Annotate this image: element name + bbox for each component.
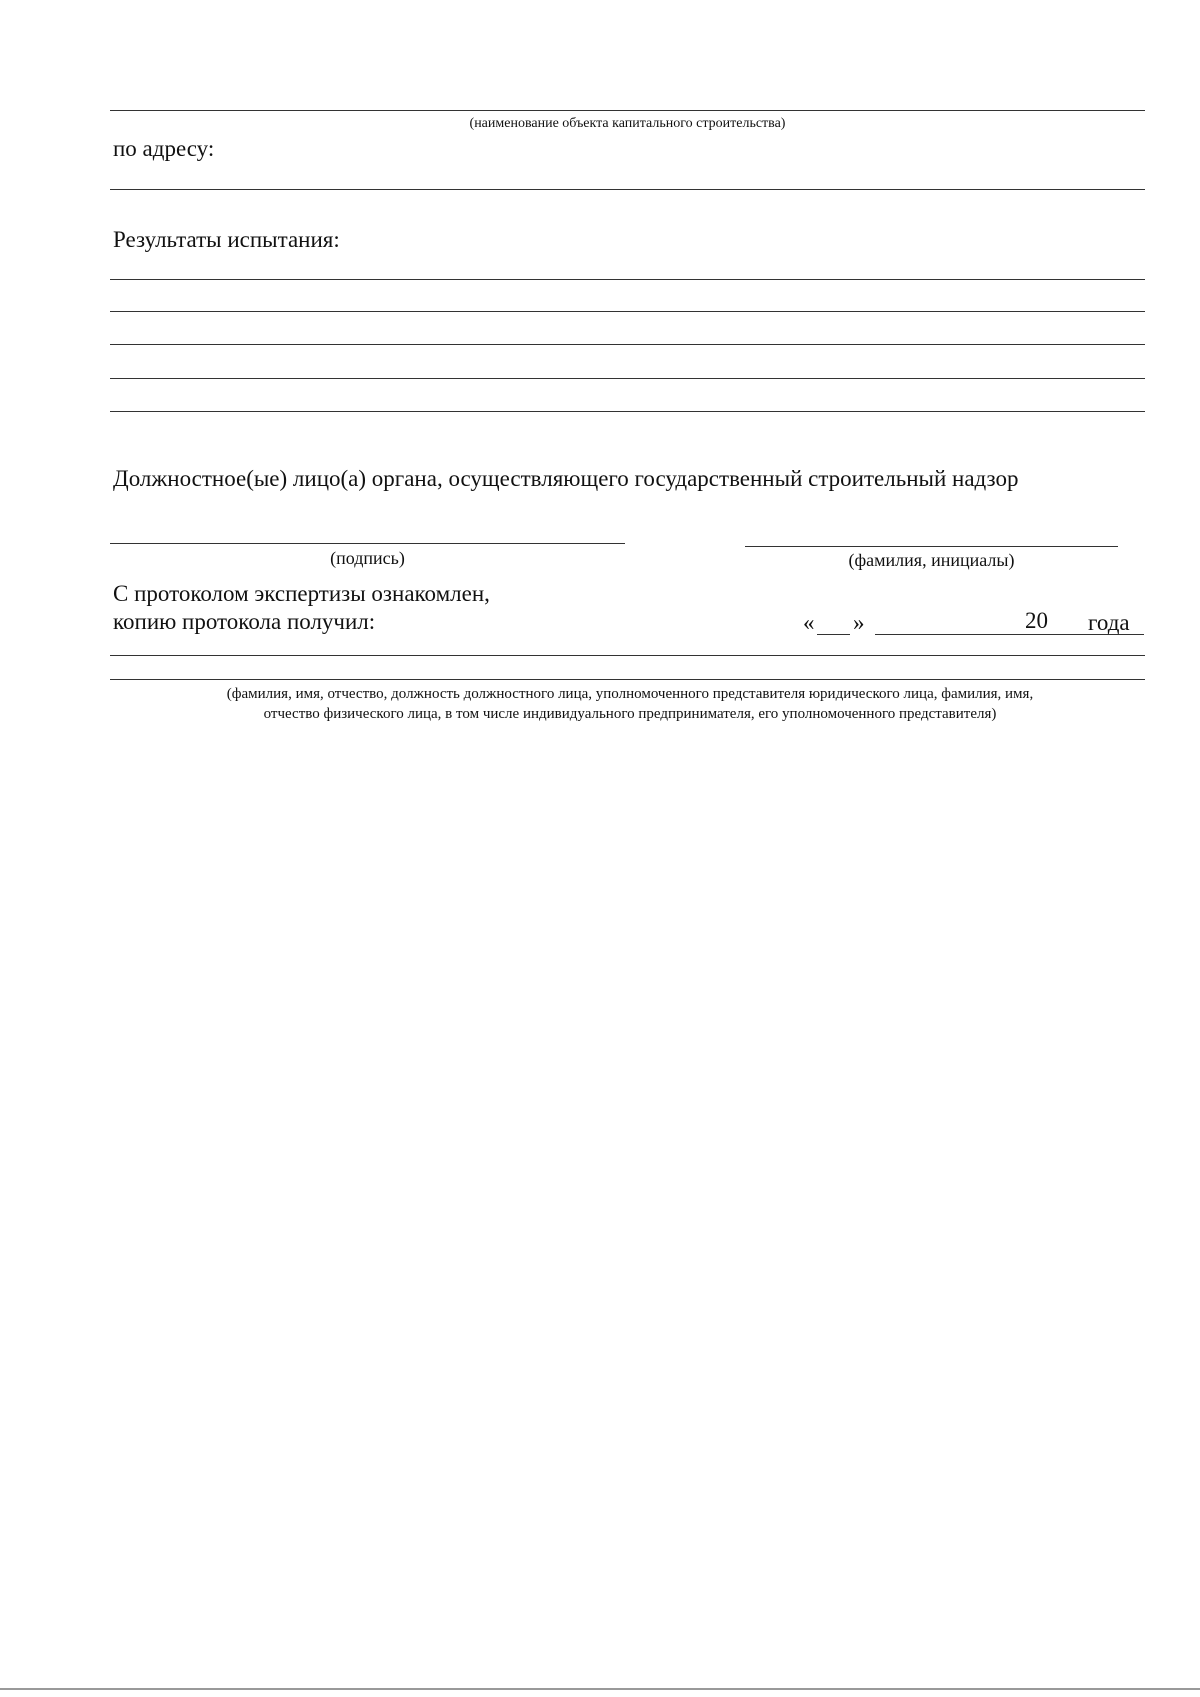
recipient-caption-2: отчество физического лица, в том числе индивидуального предпринимателя, его уполномоченного представителя) (263, 706, 997, 722)
date-year-line[interactable] (1053, 634, 1081, 635)
name-caption: (фамилия, инициалы) (848, 550, 1015, 570)
acknowledge-line-2: копию протокола получил: (113, 609, 376, 634)
acknowledge-line-1: С протоколом экспертизы ознакомлен, (113, 581, 490, 606)
signature-line[interactable] (110, 543, 625, 544)
results-line-4[interactable] (110, 378, 1145, 379)
date-day-line[interactable] (817, 634, 850, 635)
results-line-5[interactable] (110, 411, 1145, 412)
results-line-1[interactable] (110, 279, 1145, 280)
address-line[interactable] (110, 189, 1145, 190)
date-year-word: года (1088, 610, 1130, 635)
results-label: Результаты испытания: (113, 227, 340, 252)
date-close-quote: » (853, 610, 865, 635)
date-century: 20 (1025, 608, 1048, 633)
recipient-line-2[interactable] (110, 679, 1145, 680)
recipient-caption-1: (фамилия, имя, отчество, должность должностного лица, уполномоченного представителя юридического лица, фамилия, имя, (226, 686, 1034, 702)
name-line[interactable] (745, 546, 1118, 547)
results-line-3[interactable] (110, 344, 1145, 345)
address-label: по адресу: (113, 136, 215, 161)
object-name-caption: (наименование объекта капитального строительства) (469, 116, 786, 131)
date-tail-line[interactable] (1080, 634, 1144, 635)
results-line-2[interactable] (110, 311, 1145, 312)
date-open-quote: « (803, 610, 815, 635)
signature-caption: (подпись) (330, 548, 405, 568)
object-name-line[interactable] (110, 110, 1145, 111)
date-month-line[interactable] (875, 634, 1055, 635)
page-bottom-edge (0, 1688, 1200, 1690)
recipient-line-1[interactable] (110, 655, 1145, 656)
official-label: Должностное(ые) лицо(а) органа, осуществляющего государственный строительный надзор (113, 466, 1019, 491)
